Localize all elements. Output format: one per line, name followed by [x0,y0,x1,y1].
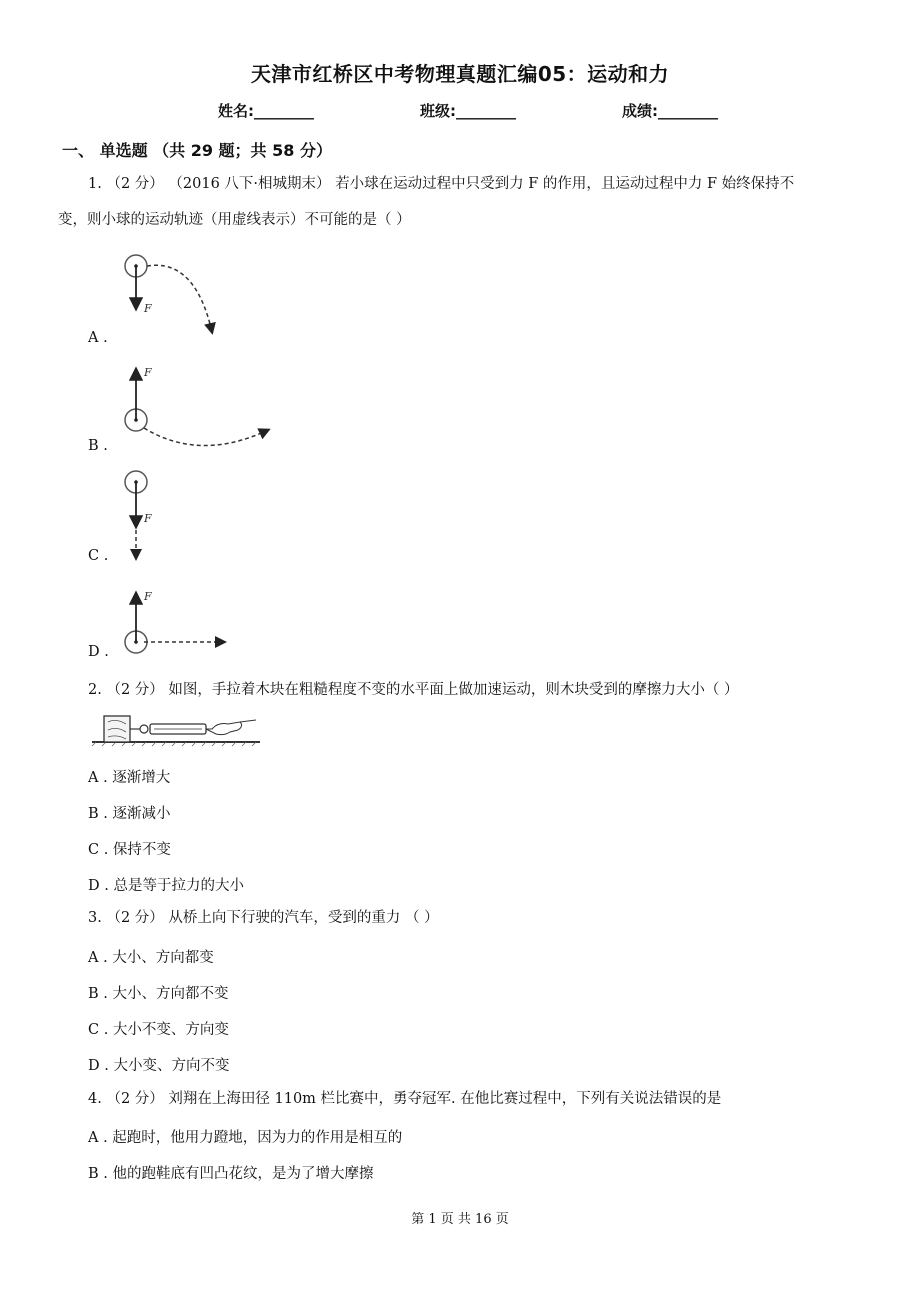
q2-option-d[interactable]: D . 总是等于拉力的大小 [88,878,244,894]
question-4-stem: 4. （2 分） 刘翔在上海田径 110m 栏比赛中，勇夺冠军. 在他比赛过程中，下列有关说法错误的是 [88,1091,722,1107]
q1-option-c[interactable]: C . [88,548,109,564]
section-heading: 一、 单选题 （共 29 题；共 58 分） [62,141,332,160]
wood-block-spring-scale-figure [92,712,262,746]
q2-option-a[interactable]: A . 逐渐增大 [88,770,171,786]
class-field-label: 班级:________ [420,102,516,120]
q1-option-a[interactable]: A . [88,330,108,346]
q3-option-d[interactable]: D . 大小变、方向不变 [88,1058,230,1074]
question-1-line-1: 1. （2 分） （2016 八下·相城期末） 若小球在运动过程中只受到力 F 的作用，且运动过程中力 F 始终保持不 [88,176,795,192]
page-title: 天津市红桥区中考物理真题汇编05：运动和力 [250,62,670,86]
q2-option-c[interactable]: C . 保持不变 [88,842,171,858]
force-label-a: F [144,302,152,315]
option-a-figure [120,250,230,350]
q3-option-c[interactable]: C . 大小不变、方向变 [88,1022,229,1038]
question-2-stem: 2. （2 分） 如图，手拉着木块在粗糙程度不变的水平面上做加速运动，则木块受到的摩擦力大小（ ） [88,682,739,698]
option-d-figure [120,588,240,658]
q1-option-d[interactable]: D . [88,644,109,660]
score-field-label: 成绩:________ [622,102,718,120]
force-label-c: F [144,512,152,525]
question-1-line-2: 变，则小球的运动轨迹（用虚线表示）不可能的是（ ） [58,212,411,228]
option-c-figure [120,468,180,568]
name-field-label: 姓名:________ [218,102,314,120]
question-3-stem: 3. （2 分） 从桥上向下行驶的汽车，受到的重力 （ ） [88,910,439,926]
q3-option-b[interactable]: B . 大小、方向都不变 [88,986,229,1002]
page-number: 第 1 页 共 16 页 [411,1212,509,1227]
q1-option-b[interactable]: B . [88,438,108,454]
q4-option-b[interactable]: B . 他的跑鞋底有凹凸花纹，是为了增大摩擦 [88,1166,374,1182]
force-label-d: F [144,590,152,603]
q3-option-a[interactable]: A . 大小、方向都变 [88,950,214,966]
force-label-b: F [144,366,152,379]
q2-option-b[interactable]: B . 逐渐减小 [88,806,171,822]
q4-option-a[interactable]: A . 起跑时，他用力蹬地，因为力的作用是相互的 [88,1130,403,1146]
option-b-figure [120,362,280,442]
